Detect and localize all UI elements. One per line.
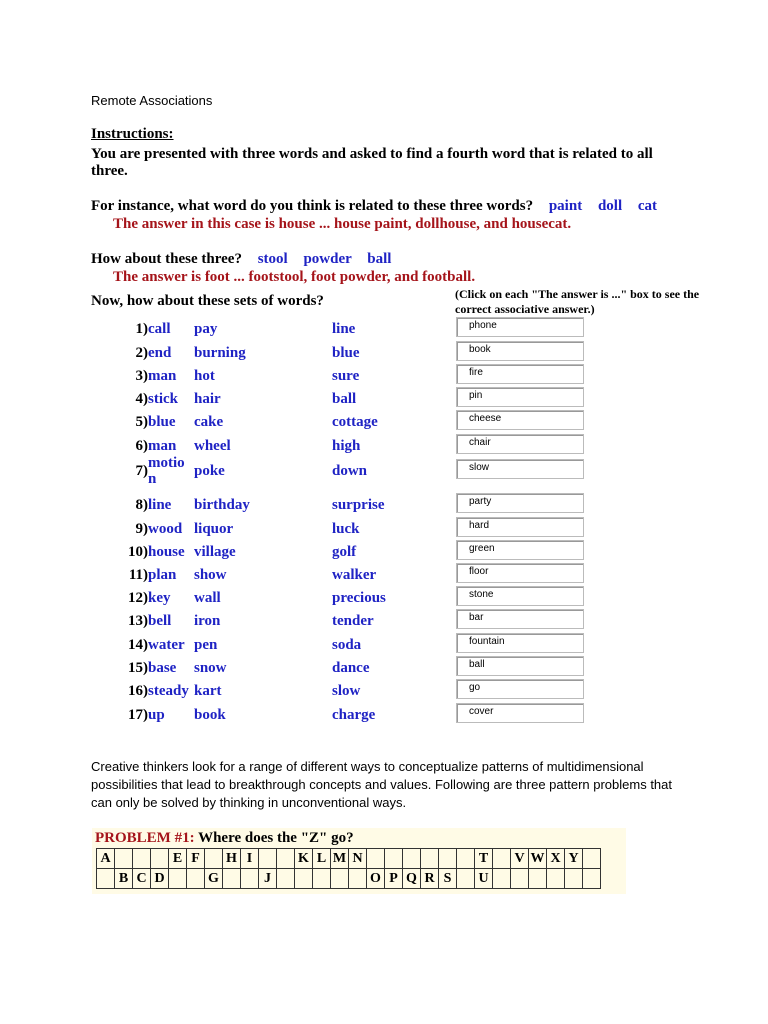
item-number: 10): [128, 544, 148, 560]
word-1: end: [148, 345, 172, 361]
grid-cell: R: [421, 869, 439, 889]
answer-box[interactable]: stone: [456, 586, 584, 606]
grid-cell: A: [97, 849, 115, 869]
grid-cell: [223, 869, 241, 889]
word-1: man: [148, 368, 177, 384]
grid-cell: B: [115, 869, 133, 889]
word-2: iron: [194, 613, 221, 629]
word-set-row: [0, 590, 768, 610]
grid-cell: F: [187, 849, 205, 869]
word-set-row: [0, 660, 768, 680]
word-3: cottage: [332, 414, 378, 430]
grid-cell: [241, 869, 259, 889]
grid-cell: X: [547, 849, 565, 869]
item-number: 13): [128, 613, 148, 629]
word-1: stick: [148, 391, 178, 407]
grid-cell: Y: [565, 849, 583, 869]
grid-cell: [583, 849, 601, 869]
grid-cell: [367, 849, 385, 869]
answer-box[interactable]: floor: [456, 563, 584, 583]
grid-cell: [529, 869, 547, 889]
grid-cell: [277, 869, 295, 889]
grid-cell: [331, 869, 349, 889]
word-2: hair: [194, 391, 221, 407]
problem-1-title: [95, 830, 354, 847]
word-2: show: [194, 567, 227, 583]
grid-cell: [277, 849, 295, 869]
grid-cell: K: [295, 849, 313, 869]
word-1: house: [148, 544, 185, 560]
grid-cell: [313, 869, 331, 889]
answer-box[interactable]: bar: [456, 609, 584, 629]
word-3: dance: [332, 660, 370, 676]
problem-1-label: PROBLEM #1:: [95, 830, 195, 846]
word-3: surprise: [332, 497, 385, 513]
grid-cell: P: [385, 869, 403, 889]
word-set-row: [0, 521, 768, 541]
answer-box[interactable]: party: [456, 493, 584, 513]
grid-cell: G: [205, 869, 223, 889]
example-1-question: For instance, what word do you think is related to these three words?: [91, 198, 534, 214]
word-3: line: [332, 321, 356, 337]
word-set-row: [0, 637, 768, 657]
grid-cell: [421, 849, 439, 869]
problem-1-question: Where does the "Z" go?: [198, 830, 354, 846]
example-1: [91, 198, 657, 215]
item-number: 6): [135, 438, 148, 454]
word-set-row: [0, 707, 768, 727]
word-2: snow: [194, 660, 227, 676]
item-number: 2): [135, 345, 148, 361]
item-number: 7): [135, 463, 148, 479]
item-number: 17): [128, 707, 148, 723]
answer-box[interactable]: phone: [456, 317, 584, 337]
example-2-word: stool: [257, 251, 288, 267]
word-3: ball: [332, 391, 357, 407]
word-2: wheel: [194, 438, 231, 454]
word-set-row: [0, 497, 768, 517]
word-set-row: [0, 613, 768, 633]
item-number: 16): [128, 683, 148, 699]
answer-box[interactable]: cover: [456, 703, 584, 723]
word-3: charge: [332, 707, 376, 723]
word-3: soda: [332, 637, 362, 653]
grid-cell: O: [367, 869, 385, 889]
letter-grid: [96, 848, 601, 889]
word-2: hot: [194, 368, 215, 384]
word-set-row: [0, 544, 768, 564]
grid-cell: [403, 849, 421, 869]
grid-cell: [385, 849, 403, 869]
instructions-body: You are presented with three words and asked to find a fourth word that is related to all three.: [91, 146, 653, 179]
word-2: birthday: [194, 497, 250, 513]
word-1: motion: [148, 455, 185, 487]
answer-box[interactable]: chair: [456, 434, 584, 454]
grid-cell: V: [511, 849, 529, 869]
grid-cell: [349, 869, 367, 889]
example-2-question: How about these three?: [91, 251, 242, 267]
item-number: 1): [135, 321, 148, 337]
answer-box[interactable]: hard: [456, 517, 584, 537]
instructions-heading: Instructions:: [91, 126, 174, 142]
grid-cell: [493, 849, 511, 869]
prompt-heading: Now, how about these sets of words?: [91, 293, 324, 309]
grid-cell: M: [331, 849, 349, 869]
word-3: tender: [332, 613, 374, 629]
example-2-answer: The answer is foot ... footstool, foot powder, and football.: [113, 269, 476, 285]
item-number: 14): [128, 637, 148, 653]
grid-cell: [547, 869, 565, 889]
grid-cell: [259, 849, 277, 869]
creative-paragraph: Creative thinkers look for a range of different ways to conceptualize patterns of multidimensional possibilities that lead to breakthrough concepts and values. Following are three pattern problems that can only be solved by thinking in unconventional ways.: [91, 759, 673, 810]
grid-cell: [169, 869, 187, 889]
grid-cell: [439, 849, 457, 869]
grid-cell: I: [241, 849, 259, 869]
problem-1-panel: [92, 828, 626, 894]
grid-cell: [457, 849, 475, 869]
word-3: sure: [332, 368, 360, 384]
word-2: book: [194, 707, 226, 723]
word-3: luck: [332, 521, 360, 537]
grid-cell: [457, 869, 475, 889]
word-1: man: [148, 438, 177, 454]
word-2: liquor: [194, 521, 234, 537]
word-3: precious: [332, 590, 386, 606]
word-3: down: [332, 463, 368, 479]
answer-box[interactable]: slow: [456, 459, 584, 479]
answer-box[interactable]: green: [456, 540, 584, 560]
grid-cell: N: [349, 849, 367, 869]
word-1: water: [148, 637, 185, 653]
example-2: [91, 251, 391, 268]
word-set-row: [0, 391, 768, 411]
word-set-row: [0, 368, 768, 388]
grid-cell: [583, 869, 601, 889]
word-2: cake: [194, 414, 224, 430]
word-2: pen: [194, 637, 218, 653]
grid-cell: [133, 849, 151, 869]
item-number: 9): [135, 521, 148, 537]
grid-cell: [187, 869, 205, 889]
grid-row-top: [97, 849, 601, 869]
word-2: wall: [194, 590, 221, 606]
example-1-word: doll: [597, 198, 623, 214]
word-2: village: [194, 544, 236, 560]
example-1-word: paint: [548, 198, 583, 214]
example-1-answer: The answer in this case is house ... house paint, dollhouse, and housecat.: [113, 216, 572, 232]
grid-cell: [115, 849, 133, 869]
item-number: 8): [135, 497, 148, 513]
grid-cell: [511, 869, 529, 889]
word-2: poke: [194, 463, 225, 479]
word-1: line: [148, 497, 172, 513]
grid-cell: C: [133, 869, 151, 889]
example-1-word: cat: [637, 198, 658, 214]
grid-cell: H: [223, 849, 241, 869]
word-1: wood: [148, 521, 183, 537]
word-2: burning: [194, 345, 246, 361]
grid-row-bottom: [97, 869, 601, 889]
grid-cell: J: [259, 869, 277, 889]
grid-cell: U: [475, 869, 493, 889]
answer-box[interactable]: go: [456, 679, 584, 699]
click-note: (Click on each "The answer is ..." box to see the correct associative answer.): [455, 287, 700, 316]
grid-cell: [493, 869, 511, 889]
word-1: key: [148, 590, 171, 606]
page-title: Remote Associations: [91, 93, 213, 108]
word-1: steady: [148, 683, 189, 699]
word-set-row: [0, 345, 768, 365]
word-2: kart: [194, 683, 222, 699]
grid-cell: T: [475, 849, 493, 869]
word-3: slow: [332, 683, 361, 699]
word-2: pay: [194, 321, 218, 337]
word-1: base: [148, 660, 177, 676]
word-1: blue: [148, 414, 176, 430]
item-number: 11): [128, 567, 148, 583]
answer-box[interactable]: cheese: [456, 410, 584, 430]
item-number: 5): [135, 414, 148, 430]
word-3: golf: [332, 544, 357, 560]
grid-cell: [151, 849, 169, 869]
grid-cell: [97, 869, 115, 889]
grid-cell: [295, 869, 313, 889]
grid-cell: E: [169, 849, 187, 869]
word-1: call: [148, 321, 171, 337]
word-3: blue: [332, 345, 360, 361]
example-2-word: powder: [303, 251, 352, 267]
item-number: 4): [135, 391, 148, 407]
word-1: plan: [148, 567, 177, 583]
word-1: bell: [148, 613, 172, 629]
word-set-row: [0, 321, 768, 341]
answer-box[interactable]: book: [456, 341, 584, 361]
item-number: 12): [128, 590, 148, 606]
item-number: 15): [128, 660, 148, 676]
word-set-row: [0, 414, 768, 434]
word-set-row: [0, 567, 768, 587]
word-set-row: [0, 455, 768, 487]
word-3: high: [332, 438, 361, 454]
grid-cell: W: [529, 849, 547, 869]
grid-cell: [205, 849, 223, 869]
grid-cell: Q: [403, 869, 421, 889]
word-3: walker: [332, 567, 377, 583]
word-set-row: [0, 438, 768, 458]
grid-cell: L: [313, 849, 331, 869]
grid-cell: S: [439, 869, 457, 889]
answer-box[interactable]: fire: [456, 364, 584, 384]
word-set-row: [0, 683, 768, 703]
grid-cell: [565, 869, 583, 889]
example-2-word: ball: [367, 251, 392, 267]
answer-box[interactable]: pin: [456, 387, 584, 407]
answer-box[interactable]: ball: [456, 656, 584, 676]
item-number: 3): [135, 368, 148, 384]
grid-cell: D: [151, 869, 169, 889]
word-1: up: [148, 707, 165, 723]
answer-box[interactable]: fountain: [456, 633, 584, 653]
